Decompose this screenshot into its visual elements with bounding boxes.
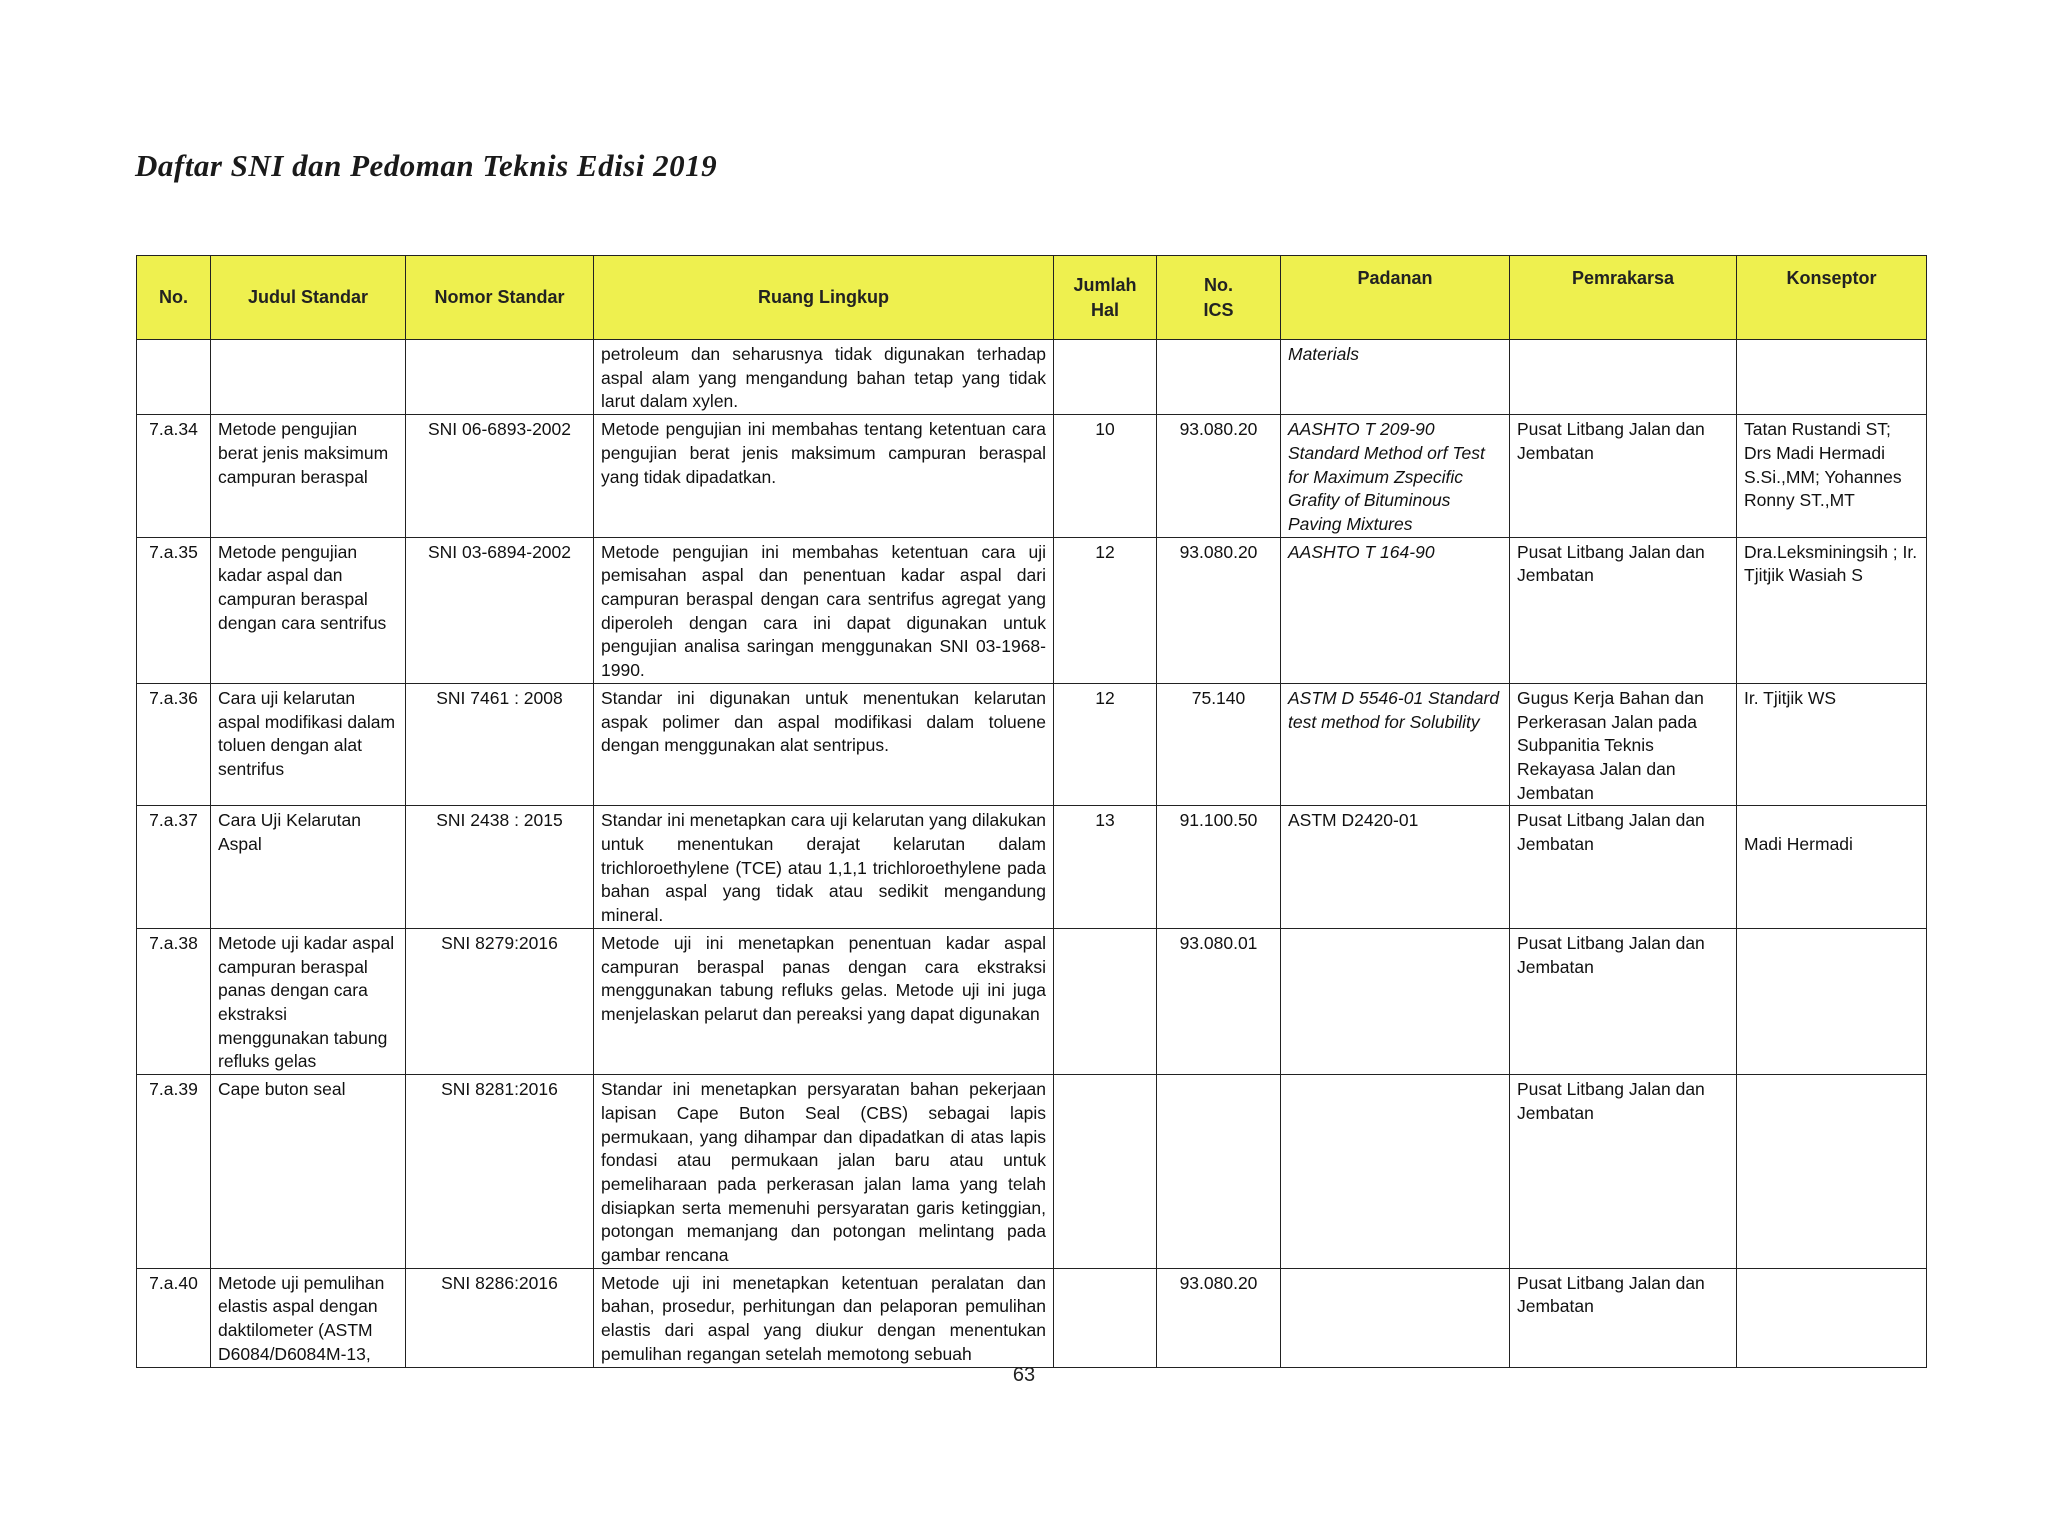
sni-table-container xyxy=(136,255,1926,1368)
cell-jumlah-hal: 12 xyxy=(1054,537,1157,683)
column-header-konseptor: Konseptor xyxy=(1737,256,1927,340)
column-header-judul: Judul Standar xyxy=(211,256,406,340)
cell-judul: Cara uji kelarutan aspal modifikasi dalam toluen dengan alat sentrifus xyxy=(211,683,406,806)
cell-ics: 93.080.20 xyxy=(1157,415,1281,538)
cell-konseptor xyxy=(1737,1075,1927,1269)
table-row xyxy=(137,928,1927,1074)
cell-no: 7.a.38 xyxy=(137,928,211,1074)
cell-konseptor: Tatan Rustandi ST; Drs Madi Hermadi S.Si.,MM; Yohannes Ronny ST.,MT xyxy=(1737,415,1927,538)
cell-judul: Metode uji pemulihan elastis aspal dengan daktilometer (ASTM D6084/D6084M-13, xyxy=(211,1268,406,1367)
cell-padanan: ASTM D 5546-01 Standard test method for Solubility xyxy=(1281,683,1510,806)
cell-nomor: SNI 03-6894-2002 xyxy=(406,537,594,683)
cell-no: 7.a.39 xyxy=(137,1075,211,1269)
cell-konseptor: Ir. Tjitjik WS xyxy=(1737,683,1927,806)
cell-padanan: AASHTO T 209-90 Standard Method orf Test for Maximum Zspecific Grafity of Bituminous Paving Mixtures xyxy=(1281,415,1510,538)
table-row xyxy=(137,415,1927,538)
table-row xyxy=(137,683,1927,806)
cell-pemrakarsa xyxy=(1510,340,1737,415)
cell-ruang-lingkup: Metode pengujian ini membahas tentang ketentuan cara pengujian berat jenis maksimum campuran beraspal yang tidak dipadatkan. xyxy=(594,415,1054,538)
column-header-pemrakarsa: Pemrakarsa xyxy=(1510,256,1737,340)
cell-pemrakarsa: Pusat Litbang Jalan dan Jembatan xyxy=(1510,806,1737,929)
cell-padanan xyxy=(1281,1075,1510,1269)
column-header-no: No. xyxy=(137,256,211,340)
cell-pemrakarsa: Pusat Litbang Jalan dan Jembatan xyxy=(1510,1075,1737,1269)
hal-label: Hal xyxy=(1090,299,1119,320)
cell-pemrakarsa: Pusat Litbang Jalan dan Jembatan xyxy=(1510,928,1737,1074)
cell-jumlah-hal xyxy=(1054,1075,1157,1269)
cell-ics: 93.080.01 xyxy=(1157,928,1281,1074)
cell-jumlah-hal xyxy=(1054,1268,1157,1367)
column-header-padanan: Padanan xyxy=(1281,256,1510,340)
column-header-no-ics xyxy=(1157,256,1281,340)
cell-padanan: ASTM D2420-01 xyxy=(1281,806,1510,929)
cell-pemrakarsa: Pusat Litbang Jalan dan Jembatan xyxy=(1510,415,1737,538)
cell-judul xyxy=(211,340,406,415)
page-title: Daftar SNI dan Pedoman Teknis Edisi 2019 xyxy=(135,148,718,183)
cell-ics: 75.140 xyxy=(1157,683,1281,806)
cell-padanan: Materials xyxy=(1281,340,1510,415)
cell-no: 7.a.35 xyxy=(137,537,211,683)
cell-nomor: SNI 7461 : 2008 xyxy=(406,683,594,806)
cell-nomor: SNI 2438 : 2015 xyxy=(406,806,594,929)
cell-no: 7.a.36 xyxy=(137,683,211,806)
cell-ruang-lingkup: Standar ini menetapkan persyaratan bahan pekerjaan lapisan Cape Buton Seal (CBS) sebagai lapis permukaan, yang dihampar dan dipadatkan di atas lapis fondasi atau permukaan jalan baru atau untuk pemeliharaan pada perkerasan jalan lama yang telah disiapkan serta memenuhi persyaratan garis ketinggian, potongan memanjang dan potongan melintang pada gambar rencana xyxy=(594,1075,1054,1269)
cell-konseptor xyxy=(1737,928,1927,1074)
column-header-jumlah-hal xyxy=(1054,256,1157,340)
cell-ruang-lingkup: Metode uji ini menetapkan penentuan kadar aspal campuran beraspal panas dengan cara ekstraksi menggunakan tabung refluks gelas. Metode uji ini juga menjelaskan pelarut dan pereaksi yang dapat digunakan xyxy=(594,928,1054,1074)
cell-ruang-lingkup: Metode uji ini menetapkan ketentuan peralatan dan bahan, prosedur, perhitungan dan pelaporan pemulihan elastis dari aspal yang diukur dengan menentukan pemulihan regangan setelah memotong sebuah xyxy=(594,1268,1054,1367)
cell-konseptor xyxy=(1737,340,1927,415)
cell-jumlah-hal: 10 xyxy=(1054,415,1157,538)
no-label: No. xyxy=(1204,275,1233,296)
cell-judul: Metode uji kadar aspal campuran beraspal panas dengan cara ekstraksi menggunakan tabung refluks gelas xyxy=(211,928,406,1074)
cell-nomor xyxy=(406,340,594,415)
column-header-nomor: Nomor Standar xyxy=(406,256,594,340)
cell-pemrakarsa: Gugus Kerja Bahan dan Perkerasan Jalan pada Subpanitia Teknis Rekayasa Jalan dan Jembatan xyxy=(1510,683,1737,806)
table-header-row xyxy=(137,256,1927,340)
jumlah-label: Jumlah xyxy=(1073,275,1137,296)
table-row xyxy=(137,340,1927,415)
sni-table xyxy=(136,255,1927,1368)
cell-konseptor: Madi Hermadi xyxy=(1737,806,1927,929)
column-header-ruang-lingkup: Ruang Lingkup xyxy=(594,256,1054,340)
cell-ics: 91.100.50 xyxy=(1157,806,1281,929)
cell-ruang-lingkup: petroleum dan seharusnya tidak digunakan terhadap aspal alam yang mengandung bahan tetap yang tidak larut dalam xylen. xyxy=(594,340,1054,415)
cell-ics: 93.080.20 xyxy=(1157,537,1281,683)
page-number: 63 xyxy=(1012,1364,1036,1386)
table-row xyxy=(137,537,1927,683)
table-row xyxy=(137,1268,1927,1367)
cell-ics xyxy=(1157,1075,1281,1269)
cell-judul: Metode pengujian berat jenis maksimum campuran beraspal xyxy=(211,415,406,538)
cell-no: 7.a.37 xyxy=(137,806,211,929)
cell-no: 7.a.40 xyxy=(137,1268,211,1367)
cell-ruang-lingkup: Standar ini menetapkan cara uji kelarutan yang dilakukan untuk menentukan derajat kelarutan dalam trichloroethylene (TCE) atau 1,1,1 trichloroethylene pada bahan aspal yang tidak atau sedikit mengandung mineral. xyxy=(594,806,1054,929)
cell-ruang-lingkup: Standar ini digunakan untuk menentukan kelarutan aspak polimer dan aspal modifikasi dalam toluene dengan menggunakan alat sentripus. xyxy=(594,683,1054,806)
cell-konseptor xyxy=(1737,1268,1927,1367)
cell-ics xyxy=(1157,340,1281,415)
cell-nomor: SNI 8281:2016 xyxy=(406,1075,594,1269)
cell-no xyxy=(137,340,211,415)
cell-nomor: SNI 8279:2016 xyxy=(406,928,594,1074)
cell-judul: Cara Uji Kelarutan Aspal xyxy=(211,806,406,929)
table-row xyxy=(137,806,1927,929)
cell-padanan xyxy=(1281,928,1510,1074)
cell-jumlah-hal xyxy=(1054,340,1157,415)
cell-ics: 93.080.20 xyxy=(1157,1268,1281,1367)
cell-no: 7.a.34 xyxy=(137,415,211,538)
cell-pemrakarsa: Pusat Litbang Jalan dan Jembatan xyxy=(1510,537,1737,683)
cell-nomor: SNI 8286:2016 xyxy=(406,1268,594,1367)
cell-jumlah-hal: 13 xyxy=(1054,806,1157,929)
table-row xyxy=(137,1075,1927,1269)
cell-judul: Metode pengujian kadar aspal dan campuran beraspal dengan cara sentrifus xyxy=(211,537,406,683)
cell-padanan: AASHTO T 164-90 xyxy=(1281,537,1510,683)
cell-padanan xyxy=(1281,1268,1510,1367)
cell-pemrakarsa: Pusat Litbang Jalan dan Jembatan xyxy=(1510,1268,1737,1367)
cell-ruang-lingkup: Metode pengujian ini membahas ketentuan cara uji pemisahan aspal dan penentuan kadar aspal dari campuran beraspal dengan cara sentrifus agregat yang diperoleh dengan cara ini dapat digunakan untuk pengujian analisa saringan menggunakan SNI 03-1968-1990. xyxy=(594,537,1054,683)
ics-label: ICS xyxy=(1203,299,1234,320)
cell-konseptor: Dra.Leksminingsih ; Ir. Tjitjik Wasiah S xyxy=(1737,537,1927,683)
cell-nomor: SNI 06-6893-2002 xyxy=(406,415,594,538)
cell-judul: Cape buton seal xyxy=(211,1075,406,1269)
cell-jumlah-hal xyxy=(1054,928,1157,1074)
cell-jumlah-hal: 12 xyxy=(1054,683,1157,806)
